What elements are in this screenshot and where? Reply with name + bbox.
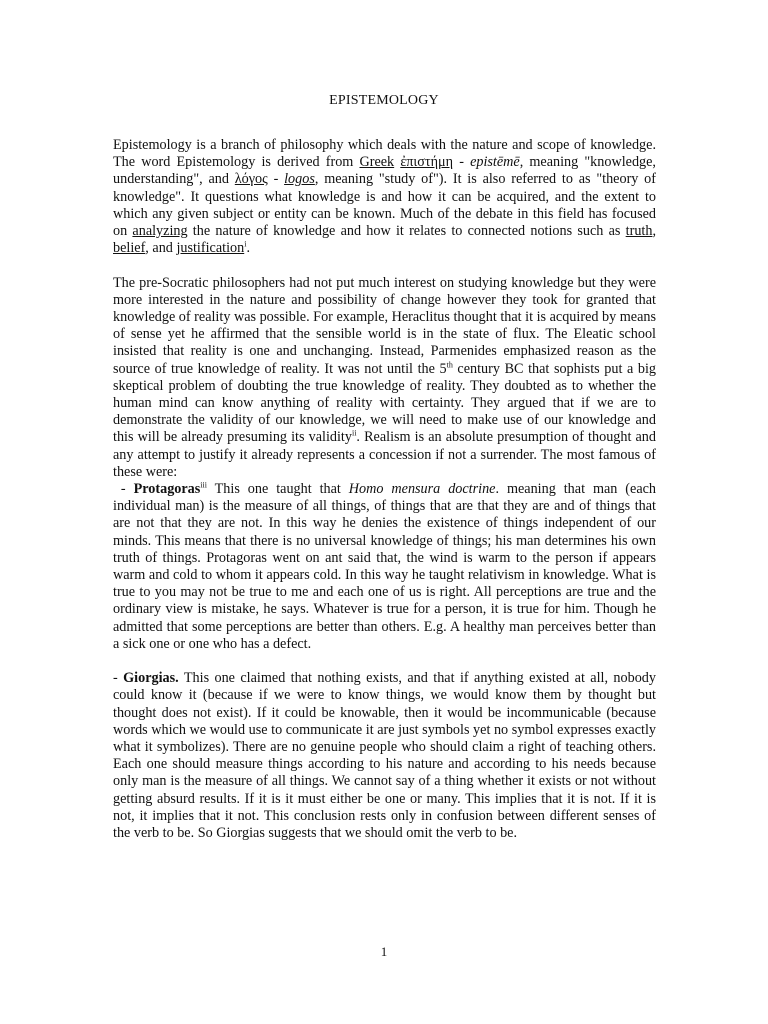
text-segment: This one taught that (206, 481, 349, 498)
text-segment: - (453, 154, 471, 171)
footnote-marker-iii[interactable]: iii (200, 480, 207, 490)
link-analyzing[interactable]: analyzing (132, 223, 188, 240)
episteme-transliteration: epistēmē (470, 154, 520, 171)
text-segment: Epistemology is a branch of philosophy which deals with the nature and scope of knowledge. The word Epistemology is derived from (113, 137, 656, 171)
list-dash: - (113, 670, 124, 687)
page-number: 1 (380, 944, 388, 959)
text-segment: . meaning that man (each individual man) is the measure of all things, of things that are that they are and of things that are not that they are not. In this way he denies the existence of things independent of our minds. This means that there is no universal knowledge of things; his man determines his own truth of things. Protagoras went on ant said that, the wind is warm to the person if appears warm and cold to whom it appears cold. In this way he taught relativism in knowledge. What is true to you may not be true to me and each one of us is right. All perceptions are true and the ordinary view is mistake, he says. Whatever is true for a person, it is true for him. Though he admitted that some perceptions are better than others. E.g. A healthy man perceives better than a sick one or one who has a defect. (113, 481, 657, 652)
text-segment: This one claimed that nothing exists, and that if anything existed at all, nobody could know it (because if we were to know things, we would know them by thought but thought does not exist). If it could be knowable, then it would be incommunicable (because words which we would use to communicate it are just symbols yet no symbol expresses exactly what it symbolizes). There are no genuine people who should claim a right of teaching others. Each one should measure things according to his nature and according to his needs because only man is the measure of all things. We cannot say of a thing whether it exists or not without getting absurd results. If it is it must either be one or many. This implies that it is not. If it is not, it implies that it not. This conclusion rests only in confusion between different senses of the verb to be. So Giorgias suggests that we should omit the verb to be. (113, 670, 656, 842)
paragraph-intro (113, 137, 656, 257)
page-title: EPISTEMOLOGY (329, 93, 439, 108)
greek-word-logos[interactable]: λόγος (234, 171, 268, 188)
footnote-marker-i[interactable]: i (244, 239, 247, 249)
homo-mensura-term: Homo mensura doctrine (348, 481, 496, 498)
text-segment: the nature of knowledge and how it relates to connected notions such as (187, 223, 626, 240)
link-belief[interactable]: belief (113, 240, 146, 257)
text-segment: , meaning "study of"). It is also referred to as "theory of knowledge". It questions what knowledge is and how it can be acquired, and the extent to which any given subject or entity can be known. Much of the debate in this field has focused on (113, 171, 656, 240)
list-dash: - (113, 481, 134, 498)
link-greek[interactable]: Greek (359, 154, 395, 171)
protagoras-heading: Protagoras (133, 481, 201, 498)
ordinal-suffix: th (446, 359, 453, 369)
footnote-marker-ii[interactable]: ii (351, 428, 357, 438)
document-body (113, 137, 656, 859)
text-segment: . (246, 240, 250, 257)
text-segment: The pre-Socratic philosophers had not put much interest on studying knowledge but they were more interested in the nature and possibility of change however they took for granted that knowledge of reality was possible. For example, Heraclitus thought that it is acquired by means of sense yet he affirmed that the sensible world is in the state of flux. The Eleatic school insisted that reality is one and unchanging. Instead, Parmenides emphasized reason as the source of true knowledge of reality. It was not until the 5 (113, 274, 656, 377)
link-truth[interactable]: truth (625, 223, 653, 240)
text-segment: , (652, 223, 656, 240)
paragraph-giorgias (113, 670, 656, 842)
giorgias-heading: Giorgias. (123, 670, 179, 687)
text-segment: , and (145, 240, 177, 257)
text-segment: , meaning "knowledge, understanding", and (113, 154, 656, 188)
text-segment: . Realism is an absolute presumption of thought and any attempt to justify it already represents a concession if not a surrender. The most famous of these were: (113, 429, 656, 480)
link-justification[interactable]: justification (176, 240, 245, 257)
paragraph-presocratic (113, 275, 656, 653)
text-segment: century BC that sophists put a big skeptical problem of doubting the true knowledge of reality. They doubted as to whether the human mind can know anything of reality with certainty. They argued that if we are to demonstrate the validity of our knowledge, we will need to make use of our knowledge and this will be already presuming its validity (113, 360, 656, 446)
text-segment: - (267, 171, 285, 188)
greek-word-episteme[interactable]: ἐπιστήμη (400, 154, 454, 171)
link-logos[interactable]: logos (284, 171, 315, 188)
